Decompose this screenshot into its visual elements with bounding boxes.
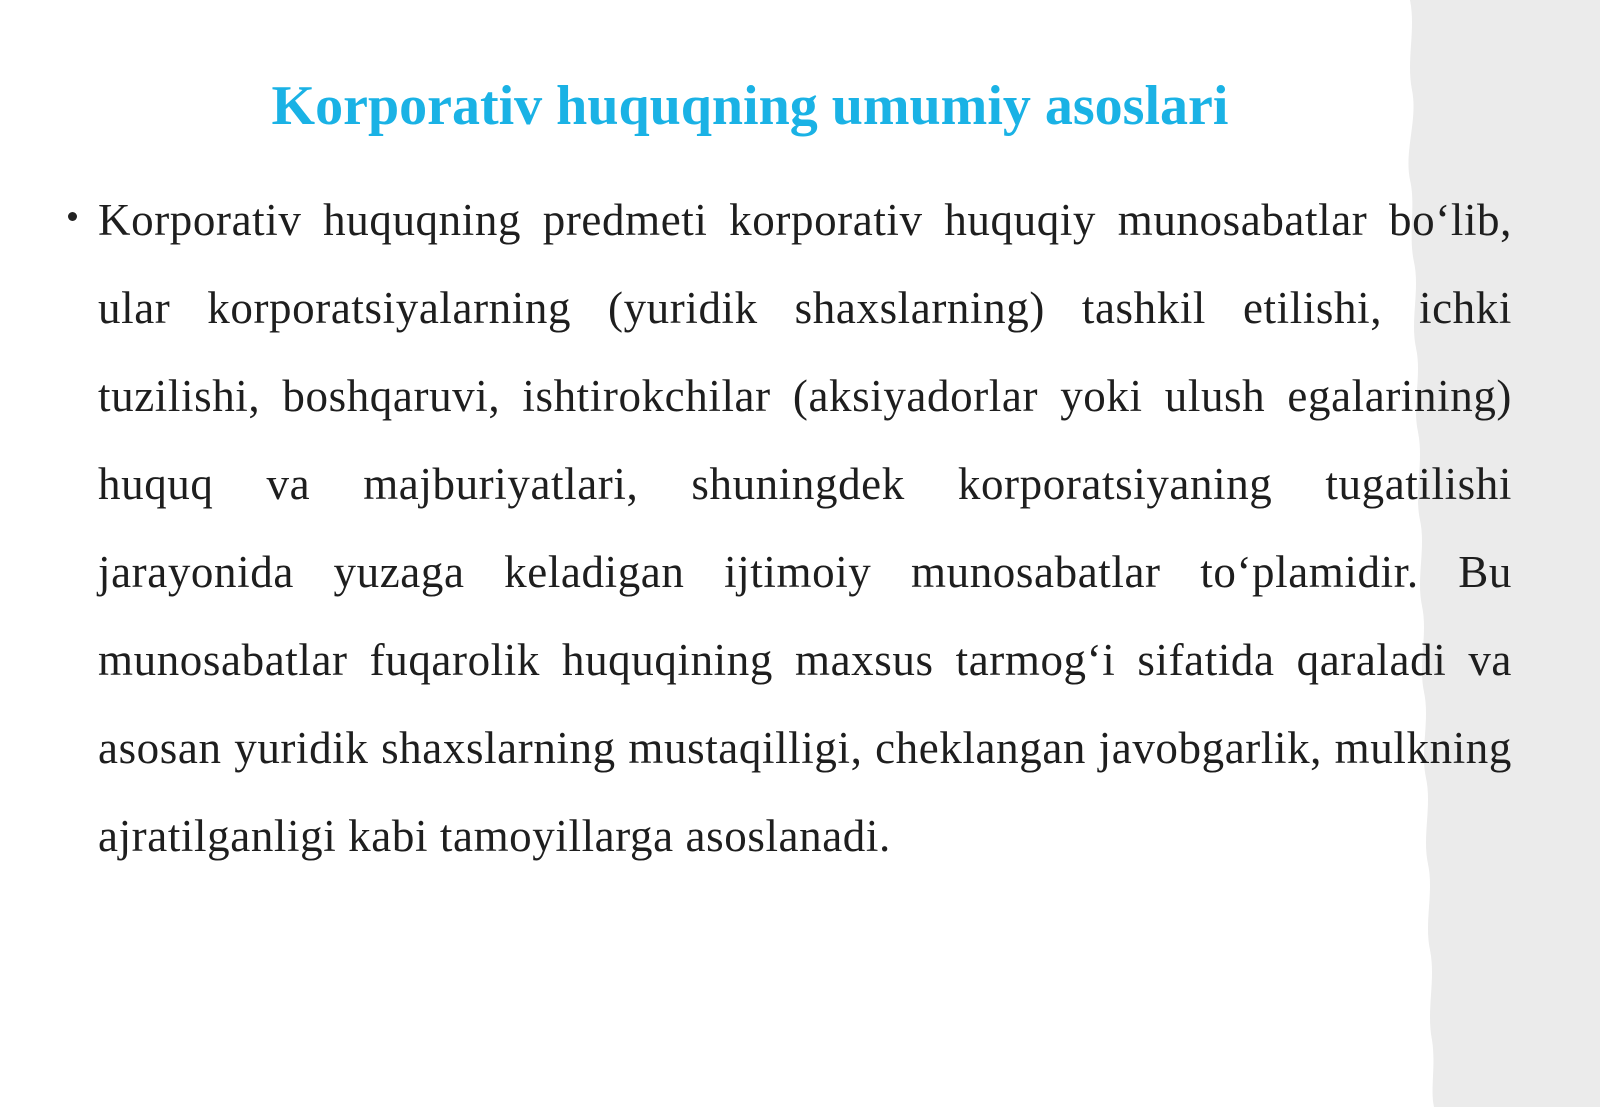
bullet-list xyxy=(62,176,1512,880)
slide-title: Korporativ huquqning umumiy asoslari xyxy=(271,75,1229,137)
bullet-dot-icon xyxy=(68,212,77,221)
bullet-text: Korporativ huquqning predmeti korporativ huquqiy munosabatlar bo‘lib, ular korporatsiyalarning (yuridik shaxslarning) tashkil etilishi, ichki tuzilishi, boshqaruvi, ishtirokchilar (aksiyadorlar yoki ulush egalarining) huquq va majburiyatlari, shuningdek korporatsiyaning tugatilishi jarayonida yuzaga keladigan ijtimoiy munosabatlar to‘plamidir. Bu munosabatlar fuqarolik huquqining maxsus tarmog‘i sifatida qaraladi va asosan yuridik shaxslarning mustaqilligi, cheklangan javobgarlik, mulkning ajratilganligi kabi tamoyillarga asoslanadi. xyxy=(98,195,1512,861)
bullet-item xyxy=(62,176,1512,880)
